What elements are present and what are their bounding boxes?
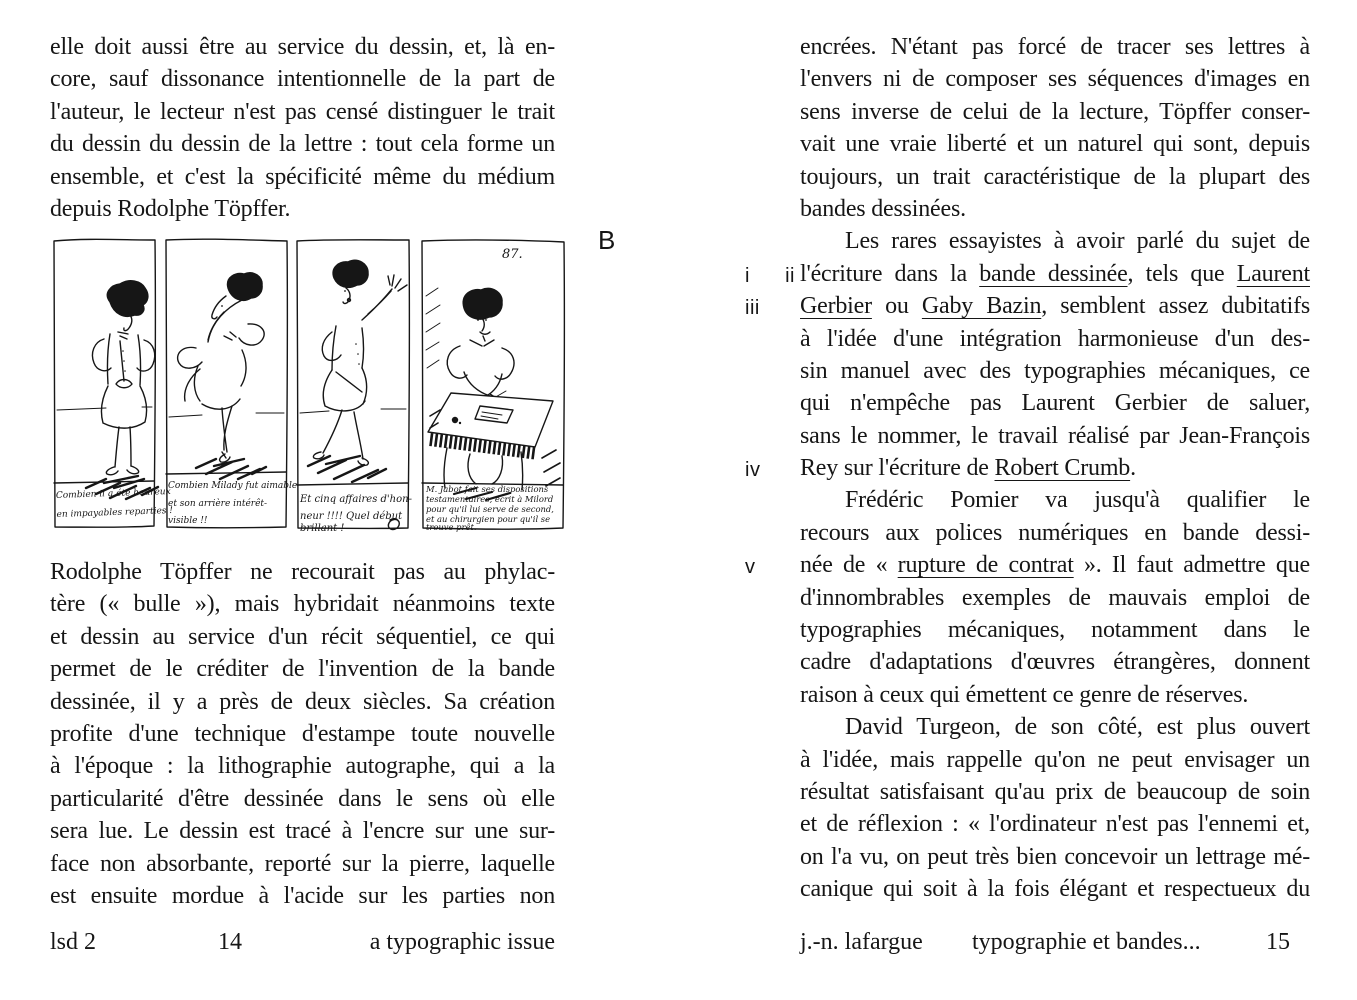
text-segment: résultat satisfaisant qu'au prix de beaucoup de soin	[800, 778, 1310, 805]
text-segment: née de «	[800, 552, 898, 579]
svg-text:Combien Milady fut aimable: Combien Milady fut aimable	[168, 481, 298, 491]
text-segment: sens inverse de celui de la lecture, Töpffer conser-	[800, 98, 1310, 125]
svg-text:et son arrière intérêt-: et son arrière intérêt-	[168, 499, 268, 509]
right-page-footer	[800, 925, 1310, 959]
comic-caption-panel-2	[168, 481, 297, 526]
footer-issue-title: a typographic issue	[369, 929, 555, 955]
margin-marker: i ii	[745, 264, 795, 287]
text-segment: face non absorbante, reporté sur la pierre, laquelle	[50, 850, 555, 877]
text-segment: encrées. N'étant pas forcé de tracer ses lettres à	[800, 34, 1310, 60]
svg-text:Et cinq affaires d'hon-: Et cinq affaires d'hon-	[300, 494, 412, 505]
text-segment: sin manuel avec des typographies mécaniques, ce	[800, 357, 1310, 384]
footer-page-number-left: 14	[218, 929, 242, 955]
text-segment: ensemble, et c'est la spécificité même du médium	[50, 163, 555, 190]
text-line	[800, 582, 1310, 614]
comic-caption-panel-3	[299, 494, 413, 532]
footer-running-title: typographie et bandes...	[972, 929, 1201, 955]
text-segment: recours aux polices numériques en bande dessi-	[800, 519, 1310, 546]
text-line	[800, 96, 1310, 128]
text-line	[745, 258, 1310, 290]
comic-figure-3	[308, 260, 407, 529]
text-line	[800, 808, 1310, 840]
text-line	[50, 588, 555, 620]
svg-text:en impayables reparties !: en impayables reparties !	[56, 505, 174, 520]
left-page-footer	[50, 925, 555, 959]
text-segment: vait une vraie liberté et un naturel qui sont, depuis	[800, 131, 1310, 158]
comic-page-number: 87.	[502, 247, 523, 262]
text-line	[50, 718, 555, 750]
text-segment: David Turgeon, de son côté, est plus ouvert	[845, 714, 1310, 741]
text-line	[598, 225, 1310, 257]
text-line	[745, 549, 1310, 581]
text-line	[50, 96, 555, 128]
text-segment: raison à ceux qui émettent ce genre de réserves.	[800, 681, 1249, 708]
text-segment: à l'époque : la lithographie autographe, qui a la	[50, 753, 555, 780]
svg-text:M. Jabot fait ses dispositions: M. Jabot fait ses dispositions	[426, 484, 549, 494]
text-line	[50, 848, 555, 880]
text-line	[800, 128, 1310, 160]
text-segment: elle doit aussi être au service du dessin, et, là en-	[50, 34, 555, 60]
text-line	[50, 128, 555, 160]
text-segment: est ensuite mordue à l'acide sur les parties non	[50, 882, 555, 909]
text-line	[50, 815, 555, 847]
text-segment: .	[1130, 455, 1136, 482]
text-line	[800, 646, 1310, 678]
text-segment: cadre d'adaptations d'œuvres étrangères, donnent	[800, 649, 1310, 676]
margin-marker: v	[745, 556, 756, 579]
text-line	[800, 31, 1310, 63]
text-segment: l'écriture dans la	[800, 260, 980, 287]
text-line	[50, 193, 555, 225]
text-segment: permet de le créditer de l'invention de la bande	[50, 656, 555, 683]
reference-link: bande dessinée	[979, 260, 1128, 287]
text-segment: depuis Rodolphe Töpffer.	[50, 195, 291, 222]
text-segment: d'innombrables exemples de mauvais emploi de	[800, 584, 1310, 611]
text-line	[50, 31, 555, 63]
text-line	[800, 873, 1310, 905]
text-segment: et de réflexion : « l'ordinateur n'est pas l'ennemi et,	[800, 811, 1310, 838]
text-segment: et dessin au service d'un récit séquentiel, ce qui	[50, 623, 555, 650]
svg-text:neur !!!! Quel début: neur !!!! Quel début	[300, 511, 403, 522]
svg-text:brillant !: brillant !	[300, 523, 345, 532]
text-segment: sans le nommer, le travail réalisé par Jean-François	[800, 422, 1310, 449]
text-line	[800, 355, 1310, 387]
text-segment: , tels que	[1127, 260, 1237, 287]
text-segment: tère (« bulle »), mais hybridait néanmoins texte	[50, 591, 555, 618]
svg-text:Combien il a été heureux: Combien il a été heureux	[55, 486, 171, 501]
text-line	[800, 744, 1310, 776]
text-segment: core, sauf dissonance intentionnelle de la part de	[50, 66, 555, 93]
text-segment: à l'idée d'une intégration harmonieuse d'un des-	[800, 325, 1310, 352]
reference-link: Gaby Bazin	[921, 293, 1042, 320]
text-line	[800, 711, 1310, 743]
reference-link: Laurent	[1236, 260, 1310, 287]
text-line	[800, 323, 1310, 355]
reference-link: Robert Crumb	[994, 455, 1131, 482]
text-segment: ou	[871, 293, 922, 320]
svg-text:testamentaires, écrit à Milord: testamentaires, écrit à Milord	[426, 494, 554, 504]
text-line	[50, 63, 555, 95]
comic-caption-panel-1	[56, 486, 174, 520]
comic-figure-2	[178, 273, 266, 479]
footer-author: j.-n. lafargue	[800, 929, 923, 955]
text-segment: typographies mécaniques, notamment dans le	[800, 617, 1310, 644]
text-segment: Frédéric Pomier va jusqu'à qualifier le	[845, 487, 1310, 514]
footer-page-number-right: 15	[1266, 929, 1290, 955]
right-page-text	[598, 31, 1311, 906]
footer-edition-label: lsd 2	[50, 929, 97, 955]
text-segment: du dessin du dessin de la lettre : tout cela forme un	[50, 131, 555, 158]
text-line	[50, 880, 555, 912]
text-line	[800, 387, 1310, 419]
text-line	[50, 783, 555, 815]
text-segment: particularité d'être dessinée dans le sens où elle	[50, 785, 555, 812]
text-segment: à l'idée, mais rappelle qu'on ne peut envisager un	[800, 746, 1310, 773]
text-segment: on l'a vu, on peut très bien concevoir un lettrage mé-	[800, 843, 1310, 870]
reference-link: rupture de contrat	[897, 552, 1074, 579]
text-segment: bandes dessinées.	[800, 195, 966, 222]
text-segment: , semblent assez dubitatifs	[1041, 293, 1311, 320]
text-line	[800, 776, 1310, 808]
comic-figure-4	[426, 288, 560, 500]
reference-link: Gerbier	[800, 293, 872, 320]
text-line	[800, 679, 1310, 711]
text-line	[50, 750, 555, 782]
svg-text:et au chirurgien pour qu'il se: et au chirurgien pour qu'il se	[426, 514, 551, 524]
svg-text:pour qu'il lui serve de second: pour qu'il lui serve de second,	[426, 504, 554, 514]
text-line	[800, 63, 1310, 95]
text-segment: profite d'une technique d'estampe toute nouvelle	[50, 720, 555, 747]
text-segment: Les rares essayistes à avoir parlé du sujet de	[845, 228, 1310, 255]
left-page-paragraph-2	[50, 556, 555, 912]
text-line	[800, 420, 1310, 452]
comic-strip-image	[50, 236, 568, 532]
text-line	[50, 653, 555, 685]
text-line	[800, 161, 1310, 193]
text-line	[50, 556, 555, 588]
text-segment: Rey sur l'écriture de	[800, 455, 995, 482]
margin-marker: iii	[745, 297, 760, 320]
left-page-paragraph-1	[50, 31, 555, 225]
svg-text:trouve prêt.: trouve prêt.	[426, 522, 477, 532]
text-line	[50, 161, 555, 193]
text-line	[800, 193, 1310, 225]
text-segment: toujours, un trait caractéristique de la plupart des	[800, 163, 1310, 190]
text-segment: dessinée, il y a près de deux siècles. Sa création	[50, 688, 555, 715]
comic-figure-1	[86, 281, 158, 499]
margin-marker: iv	[745, 459, 761, 482]
svg-text:visible !!: visible !!	[168, 516, 208, 526]
text-segment: l'auteur, le lecteur n'est pas censé distinguer le trait	[50, 98, 555, 125]
text-segment: ». Il faut admettre que	[1073, 552, 1310, 579]
text-segment: canique qui soit à la fois élégant et respectueux du	[800, 876, 1310, 903]
text-line	[800, 517, 1310, 549]
text-segment: l'envers ni de composer ses séquences d'images en	[800, 66, 1310, 93]
text-line	[800, 614, 1310, 646]
margin-marker-section: B	[598, 225, 616, 256]
text-line	[50, 621, 555, 653]
text-segment: qui n'empêche pas Laurent Gerbier de saluer,	[800, 390, 1310, 417]
text-line	[50, 686, 555, 718]
text-line	[800, 841, 1310, 873]
text-segment: Rodolphe Töpffer ne recourait pas au phylac-	[50, 559, 555, 585]
text-line	[745, 290, 1311, 322]
text-segment: sera lue. Le dessin est tracé à l'encre sur une sur-	[50, 818, 555, 845]
text-line	[745, 452, 1310, 484]
text-line	[800, 484, 1310, 516]
comic-caption-panel-4	[425, 484, 554, 532]
